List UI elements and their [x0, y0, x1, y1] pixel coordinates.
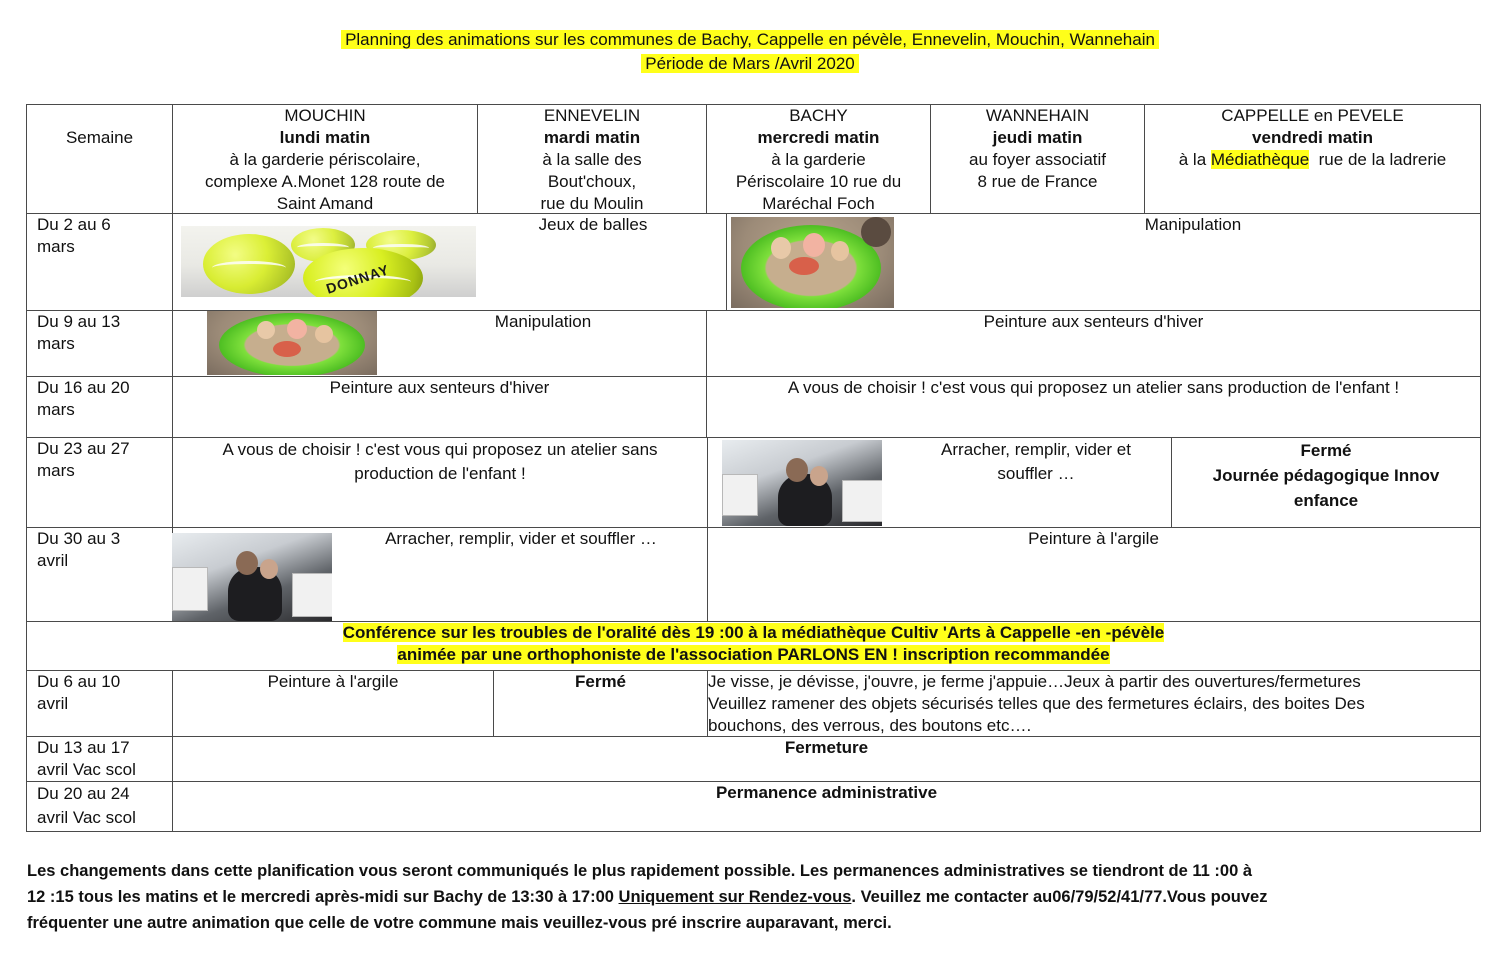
closed-cell: Fermé Journée pédagogique Innov enfance — [1212, 441, 1440, 510]
day-label: lundi matin — [279, 128, 371, 147]
place-line: à la garderie — [771, 150, 866, 169]
day-label: mercredi matin — [757, 128, 880, 147]
activity-cell: Arracher, remplir, vider et souffler … — [385, 529, 657, 548]
place-line: Bout'choux, — [547, 172, 637, 191]
header-week-label: Semaine — [65, 128, 134, 147]
week-label: Du 13 au 17 avril Vac scol — [37, 738, 136, 779]
activity-cell: A vous de choisir ! c'est vous qui proposez un atelier sans production de l'enfant ! — [222, 440, 658, 483]
title-line-1: Planning des animations sur les communes de Bachy, Cappelle en pévèle, Ennevelin, Mouchin, Wannehain — [341, 30, 1159, 49]
activity-cell: A vous de choisir ! c'est vous qui proposez un atelier sans production de l'enfant ! — [787, 378, 1400, 397]
week-label: Du 20 au 24 avril Vac scol — [37, 784, 136, 827]
closed-cell: Fermé — [574, 672, 627, 691]
admin-cell: Permanence administrative — [715, 783, 938, 802]
mediatheque-highlight: Médiathèque — [1210, 150, 1310, 169]
commune-name: BACHY — [789, 106, 848, 125]
activity-description: Je visse, je dévisse, j'ouvre, je ferme j'appuie…Jeux à partir des ouvertures/fermetures Veuillez ramener des objets sécurisés telles que des fermetures éclairs, des boites Des bouchons, des verrous, des boutons etc…. — [708, 672, 1365, 735]
week-label: Du 6 au 10 avril — [37, 672, 121, 713]
activity-cell: Peinture aux senteurs d'hiver — [983, 312, 1204, 331]
commune-name: WANNEHAIN — [985, 106, 1090, 125]
activity-cell: Peinture aux senteurs d'hiver — [329, 378, 550, 397]
children-playing-photo — [722, 440, 882, 526]
activity-cell: Jeux de balles — [538, 215, 648, 234]
header-col-wannehain — [931, 105, 1144, 193]
activity-cell: Manipulation — [494, 312, 592, 331]
tennis-balls-photo: DONNAY — [181, 226, 476, 297]
commune-name: ENNEVELIN — [543, 106, 641, 125]
day-label: mardi matin — [543, 128, 641, 147]
footer-note: Les changements dans cette planification vous seront communiqués le plus rapidement possible. Les permanences administratives se tiendront de 11 :00 à 12 :15 tous les matins et le mercredi après-midi sur Bachy de 13:30 à 17:00 Uniquement sur Rendez-vous. Veuillez me contacter au06/79/52/41/77.Vous pouvez fréquenter une autre animation que celle de votre commune mais veuillez-vous pré inscrire auparavant, merci. — [27, 862, 1268, 932]
week-label: Du 16 au 20 mars — [37, 378, 130, 419]
header-col-bachy — [707, 105, 930, 215]
place-line: Saint Amand — [276, 194, 374, 213]
day-label: jeudi matin — [992, 128, 1083, 147]
sensory-pool-photo — [731, 217, 894, 308]
week-label: Du 23 au 27 mars — [37, 439, 130, 480]
place-line: au foyer associatif — [968, 150, 1106, 169]
conference-banner: Conférence sur les troubles de l'oralité dès 19 :00 à la médiathèque Cultiv 'Arts à Cappelle -en -pévèle animée par une orthophoniste de l'association PARLONS EN ! inscription recommandée — [342, 623, 1165, 664]
place-line: Périscolaire 10 rue du — [735, 172, 902, 191]
header-col-cappelle — [1145, 105, 1480, 171]
week-label: Du 9 au 13 mars — [37, 312, 121, 353]
title-line-2: Période de Mars /Avril 2020 — [641, 54, 858, 73]
activity-cell: Peinture à l'argile — [1028, 529, 1159, 548]
header-col-ennevelin — [478, 105, 706, 215]
place-line: rue du Moulin — [540, 194, 644, 213]
week-label: Du 30 au 3 avril — [37, 529, 121, 570]
header-col-mouchin — [173, 105, 477, 215]
place-line: à la salle des — [542, 150, 642, 169]
sensory-pool-photo — [207, 311, 377, 375]
activity-cell: Manipulation — [1144, 215, 1242, 234]
activity-cell: Arracher, remplir, vider et souffler … — [941, 440, 1131, 483]
place-line: à la Médiathèque rue de la ladrerie — [1178, 150, 1447, 169]
commune-name: MOUCHIN — [284, 106, 366, 125]
place-line: Maréchal Foch — [762, 194, 875, 213]
children-playing-photo — [172, 533, 332, 621]
document-title — [0, 28, 1500, 76]
activity-cell: Peinture à l'argile — [267, 672, 399, 691]
closure-cell: Fermeture — [784, 738, 869, 757]
day-label: vendredi matin — [1252, 128, 1373, 147]
commune-name: CAPPELLE en PEVELE — [1221, 106, 1404, 125]
place-line: à la garderie périscolaire, — [229, 150, 421, 169]
appointment-only-text: Uniquement sur Rendez-vous — [618, 888, 852, 906]
week-label: Du 2 au 6 mars — [37, 215, 111, 256]
place-line: complexe A.Monet 128 route de — [204, 172, 446, 191]
place-line: 8 rue de France — [977, 172, 1098, 191]
